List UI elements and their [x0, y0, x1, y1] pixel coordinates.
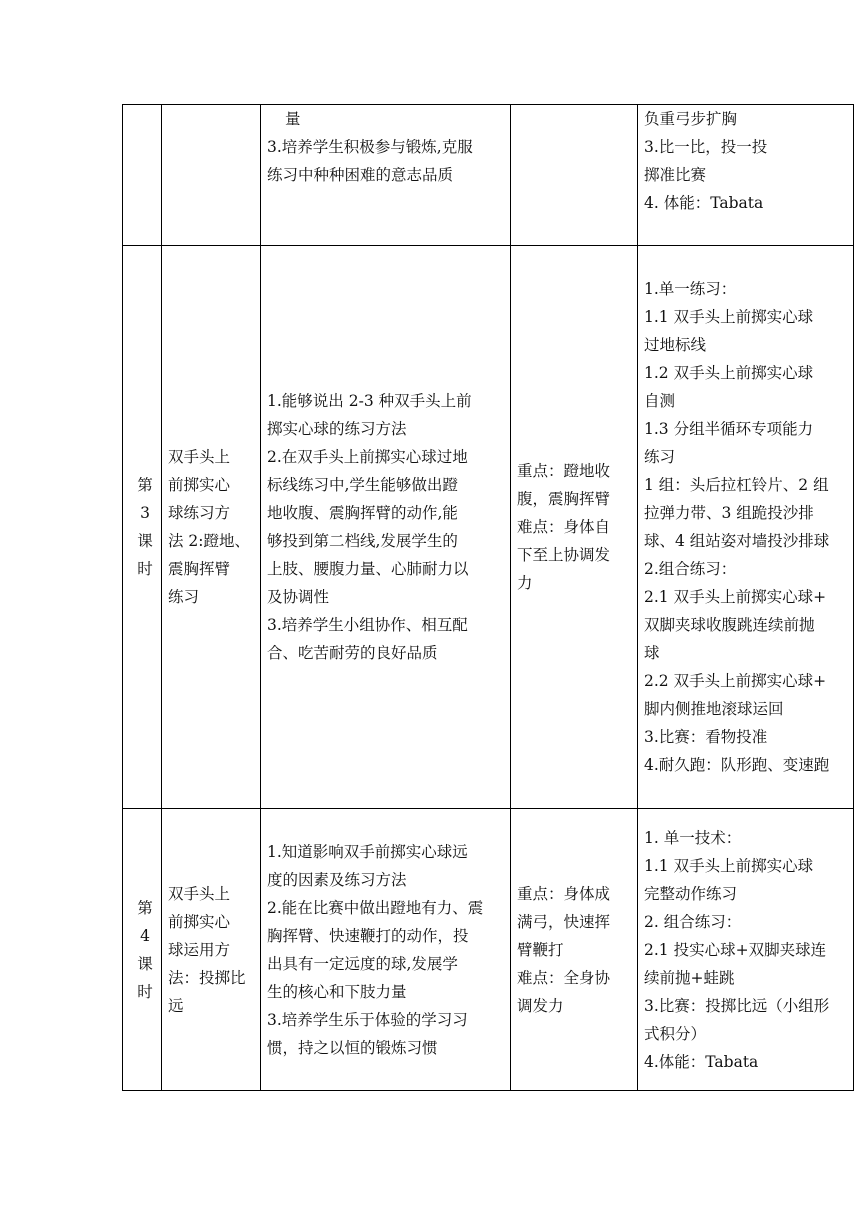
lesson-title-cell [162, 246, 261, 809]
table-row [123, 105, 854, 246]
content-line: 4.体能：Tabata [644, 1052, 759, 1071]
table-row [123, 246, 854, 809]
objectives-cell [261, 809, 511, 1091]
objective-line: 1.知道影响双手前掷实心球远 [267, 842, 468, 861]
content-line: 脚内侧推地滚球运回 [644, 700, 784, 718]
content-line: 式积分） [644, 1024, 707, 1043]
content-line: 2.2 双手头上前掷实心球+ [644, 672, 827, 690]
lesson-plan-table [122, 104, 854, 1091]
objective-line: 量 [285, 110, 301, 128]
key-point-line: 满弓，快速挥 [517, 912, 611, 931]
lesson-title-line: 前掷实心 [168, 912, 231, 931]
key-point-line: 重点：蹬地收 [517, 462, 611, 480]
content-line: 掷准比赛 [644, 166, 707, 184]
content-line: 1 组：头后拉杠铃片、2 组 [644, 476, 829, 494]
key-point-line: 重点：身体成 [517, 884, 611, 903]
lesson-title-cell [162, 809, 261, 1091]
key-point-line: 难点：身体自 [517, 518, 611, 536]
lesson-number-char: 4 [140, 926, 150, 945]
content-line: 2.1 投实心球+双脚夹球连 [644, 940, 827, 959]
objective-line: 上肢、腰腹力量、心肺耐力以 [267, 560, 469, 578]
lesson-number-char: 3 [140, 504, 150, 522]
objective-line: 练习中种种困难的意志品质 [267, 166, 454, 184]
objective-line: 惯，持之以恒的锻炼习惯 [267, 1038, 438, 1057]
lesson-number-char: 第 [137, 898, 153, 917]
objective-line: 3.培养学生积极参与锻炼,克服 [267, 138, 473, 156]
objective-line: 2.在双手头上前掷实心球过地 [267, 448, 468, 466]
objective-item [267, 611, 510, 667]
content-cell [638, 105, 854, 246]
lesson-title-cell [162, 105, 261, 246]
objective-line: 标线练习中,学生能够做出蹬 [267, 476, 458, 494]
content-line: 1.单一练习： [644, 280, 737, 298]
objectives-cell [261, 105, 511, 246]
lesson-number-cell [123, 809, 162, 1091]
objective-line: 及协调性 [267, 588, 330, 606]
objective-line: 合、吃苦耐劳的良好品质 [267, 644, 438, 662]
lesson-title-line: 法：投掷比 [168, 968, 246, 987]
objective-line: 生的核心和下肢力量 [267, 982, 407, 1001]
content-line: 3.比赛：看物投准 [644, 728, 768, 746]
lesson-title-line: 双手头上 [168, 448, 231, 466]
content-line: 完整动作练习 [644, 884, 738, 903]
objective-line: 胸挥臂、快速鞭打的动作，投 [267, 926, 469, 945]
objective-line: 2.能在比赛中做出蹬地有力、震 [267, 898, 484, 917]
content-line: 4. 体能：Tabata [644, 194, 764, 212]
objective-item [267, 443, 510, 611]
key-points-cell [511, 105, 638, 246]
objective-item [267, 387, 510, 443]
content-line: 1.1 双手头上前掷实心球 [644, 856, 814, 875]
content-line: 球、4 组站姿对墙投沙排球 [644, 532, 830, 550]
content-line: 续前抛+蛙跳 [644, 968, 735, 987]
lesson-number-cell [123, 105, 162, 246]
lesson-title-line: 法 2:蹬地、 [168, 532, 251, 550]
content-line: 4.耐久跑：队形跑、变速跑 [644, 756, 830, 774]
content-line: 1. 单一技术： [644, 828, 742, 847]
lesson-number-cell [123, 246, 162, 809]
objective-line: 度的因素及练习方法 [267, 870, 407, 889]
key-point-line: 力 [517, 574, 533, 592]
lesson-number-char: 时 [137, 560, 153, 578]
objective-line: 出具有一定远度的球,发展学 [267, 954, 458, 973]
content-line: 2.1 双手头上前掷实心球+ [644, 588, 827, 606]
objective-item [267, 1006, 510, 1062]
content-line: 1.3 分组半循环专项能力 [644, 420, 814, 438]
content-line: 过地标线 [644, 336, 707, 354]
lesson-title-line: 前掷实心 [168, 476, 231, 494]
objective-line: 掷实心球的练习方法 [267, 420, 407, 438]
lesson-title-line: 球运用方 [168, 940, 231, 959]
key-points-cell [511, 809, 638, 1091]
lesson-number-char: 课 [137, 954, 153, 973]
key-point-line: 难点：全身协 [517, 968, 611, 987]
lesson-title-line: 球练习方 [168, 504, 231, 522]
lesson-title-line: 远 [168, 996, 184, 1015]
objective-line: 够投到第二档线,发展学生的 [267, 532, 458, 550]
objective-line: 1.能够说出 2-3 种双手头上前 [267, 392, 472, 410]
content-line: 3.比赛：投掷比远（小组形 [644, 996, 830, 1015]
objective-line: 地收腹、震胸挥臂的动作,能 [267, 504, 458, 522]
content-cell [638, 246, 854, 809]
content-line: 3.比一比，投一投 [644, 138, 768, 156]
content-line: 自测 [644, 392, 676, 410]
lesson-title-line: 练习 [168, 588, 200, 606]
content-line: 球 [644, 644, 660, 662]
objective-item [267, 838, 510, 894]
objective-line: 3.培养学生乐于体验的学习习 [267, 1010, 468, 1029]
lesson-number-char: 时 [137, 982, 153, 1001]
content-line: 1.1 双手头上前掷实心球 [644, 308, 814, 326]
table-row [123, 809, 854, 1091]
objective-line: 3.培养学生小组协作、相互配 [267, 616, 468, 634]
content-line: 双脚夹球收腹跳连续前抛 [644, 616, 815, 634]
objective-item [267, 894, 510, 1006]
content-line: 拉弹力带、3 组跪投沙排 [644, 504, 814, 522]
lesson-number-char: 课 [137, 532, 153, 550]
objective-item [267, 105, 510, 133]
content-line: 负重弓步扩胸 [644, 110, 738, 128]
key-point-line: 腹，震胸挥臂 [517, 490, 611, 508]
objectives-cell [261, 246, 511, 809]
content-line: 1.2 双手头上前掷实心球 [644, 364, 814, 382]
content-cell [638, 809, 854, 1091]
objective-item [267, 133, 510, 189]
key-point-line: 下至上协调发 [517, 546, 611, 564]
lesson-number-char: 第 [137, 476, 153, 494]
content-line: 练习 [644, 448, 676, 466]
key-points-cell [511, 246, 638, 809]
key-point-line: 调发力 [517, 996, 564, 1015]
key-point-line: 臂鞭打 [517, 940, 564, 959]
lesson-title-line: 震胸挥臂 [168, 560, 231, 578]
lesson-title-line: 双手头上 [168, 884, 231, 903]
content-line: 2. 组合练习： [644, 912, 742, 931]
content-line: 2.组合练习： [644, 560, 737, 578]
